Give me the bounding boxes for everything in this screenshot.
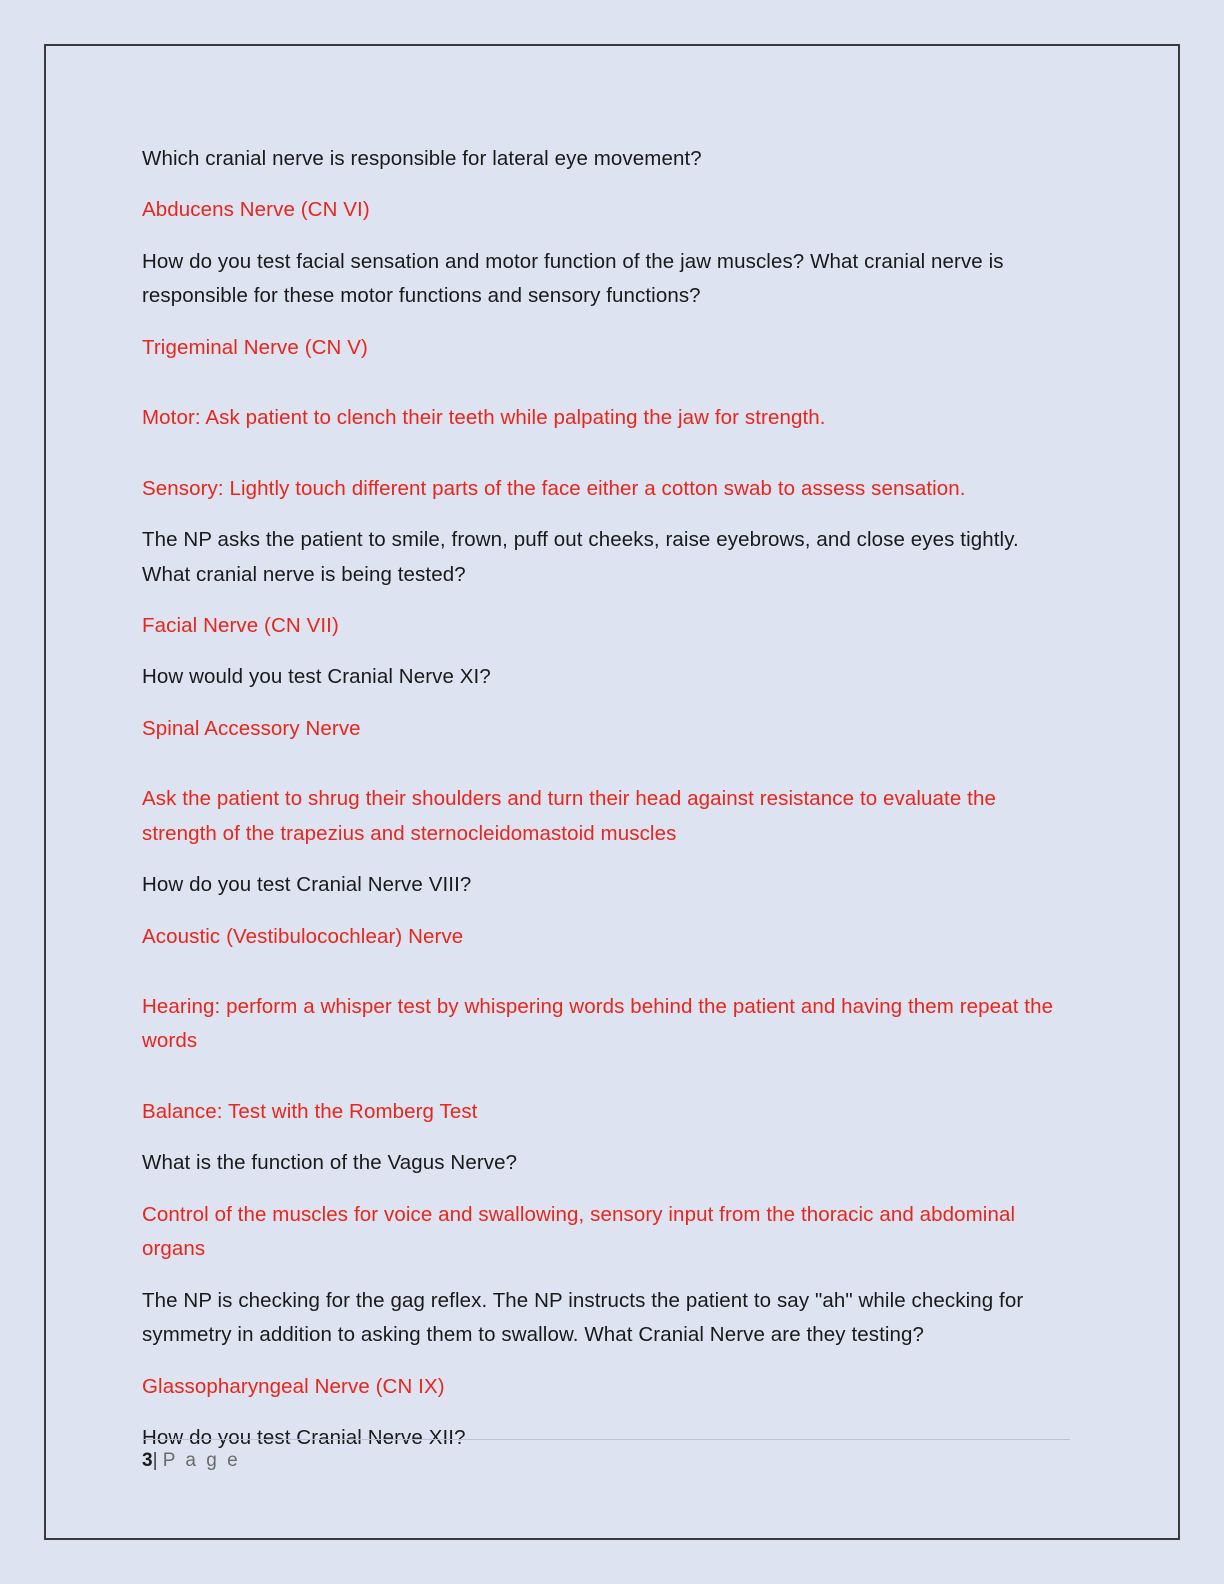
footer-page-label: P a g e [162,1450,241,1471]
answer-text: Glassopharyngeal Nerve (CN IX) [142,1374,445,1398]
document-page [44,44,1180,1540]
answer-text: Spinal Accessory Nerve [142,716,361,740]
answer-text: Control of the muscles for voice and swallowing, sensory input from the thoracic and abdominal organs [142,1202,1016,1261]
footer-page-indicator [142,1450,240,1471]
question-text: The NP asks the patient to smile, frown, puff out cheeks, raise eyebrows, and close eyes tightly. What cranial nerve is being tested? [142,528,1019,586]
footer-separator: | [152,1450,158,1471]
question-text: How do you test Cranial Nerve VIII? [142,873,472,897]
question-text: How do you test facial sensation and motor function of the jaw muscles? What cranial nerve is responsible for these motor functions and sensory functions? [142,249,1004,308]
answer-text: Sensory: Lightly touch different parts of the face either a cotton swab to assess sensation. [142,476,966,500]
answer-text: Trigeminal Nerve (CN V) [142,335,368,359]
answer-text: Motor: Ask patient to clench their teeth while palpating the jaw for strength. [142,406,826,430]
answer-text: Hearing: perform a whisper test by whispering words behind the patient and having them repeat the words [142,995,1054,1053]
question-text: The NP is checking for the gag reflex. The NP instructs the patient to say "ah" while checking for symmetry in addition to asking them to swallow. What Cranial Nerve are they testing? [142,1288,1024,1347]
page-footer [142,1439,1070,1472]
answer-text: Abducens Nerve (CN VI) [142,198,370,222]
answer-text: Ask the patient to shrug their shoulders and turn their head against resistance to evaluate the strength of the trapezius and sternocleidomastoid muscles [142,787,996,845]
question-text: What is the function of the Vagus Nerve? [142,1151,518,1175]
document-body [142,142,1070,1472]
answer-text: Balance: Test with the Romberg Test [142,1099,478,1123]
question-text: Which cranial nerve is responsible for lateral eye movement? [142,147,702,170]
footer-page-number: 3 [142,1450,153,1471]
answer-text: Acoustic (Vestibulocochlear) Nerve [142,924,464,948]
question-text: How would you test Cranial Nerve XI? [142,665,491,689]
question-text: How do you test Cranial Nerve XII? [142,1425,466,1449]
answer-text: Facial Nerve (CN VII) [142,613,339,637]
